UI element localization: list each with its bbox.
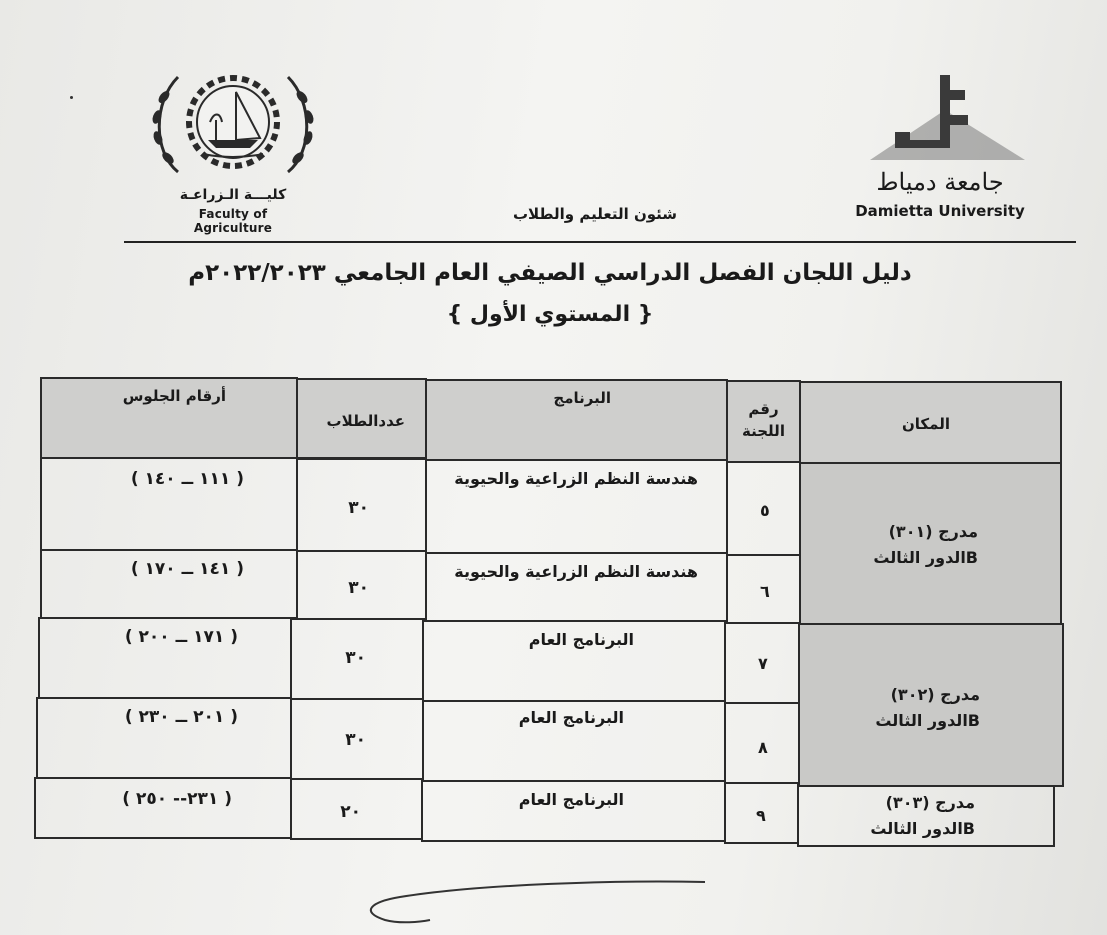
- table-row-program: [422, 620, 726, 702]
- location-cell: [797, 785, 1055, 847]
- seat-range: ( ١١١ ــ ١٤٠ ): [130, 469, 244, 489]
- table-row-students: [296, 550, 427, 620]
- university-name-english: Damietta University: [855, 202, 1025, 220]
- table-row-program: [422, 700, 726, 782]
- university-logo-icon: [850, 70, 1030, 170]
- table-row-program: [425, 552, 728, 622]
- seat-range: ( ١٧١ ــ ٢٠٠ ): [124, 627, 238, 647]
- faculty-emblem-icon: [148, 62, 318, 182]
- program-name: البرنامج العام: [528, 630, 634, 649]
- page-title: دليل اللجان الفصل الدراسي الصيفي العام الجامعي ٢٠٢٢/٢٠٢٣م: [188, 260, 912, 286]
- seat-range: ( ١٤١ ــ ١٧٠ ): [130, 559, 244, 579]
- program-name: البرنامج العام: [518, 708, 624, 727]
- hall-name: مدرج (٣٠٢): [890, 685, 980, 704]
- table-row-students: [290, 698, 424, 780]
- faculty-name-english: Faculty of Agriculture: [193, 207, 273, 235]
- table-row-seats: [40, 457, 298, 551]
- university-name-arabic: جامعة دمياط: [876, 168, 1004, 196]
- table-row-committee: [724, 782, 799, 844]
- committee-number: ٦: [760, 582, 770, 601]
- header-program-label: البرنامج: [553, 389, 611, 407]
- header-divider: [124, 241, 1076, 243]
- committee-number: ٩: [756, 806, 766, 825]
- student-count: ٣٠: [345, 648, 366, 668]
- table-row-committee: [724, 702, 800, 784]
- table-row-students: [296, 458, 427, 552]
- table-row-students: [290, 778, 423, 840]
- header-committee-number-label: رقم اللجنة: [742, 400, 785, 440]
- program-name: هندسة النظم الزراعية والحيوية: [454, 469, 698, 488]
- table-row-program: [421, 780, 726, 842]
- table-row-committee: [724, 622, 800, 704]
- header-program: [425, 379, 728, 461]
- location-cell: [799, 462, 1062, 625]
- committee-number: ٨: [758, 738, 768, 757]
- program-name: البرنامج العام: [518, 790, 624, 809]
- table-row-students: [290, 618, 424, 700]
- location-cell: [798, 623, 1064, 787]
- header-location: [799, 381, 1062, 464]
- floor-name: Bالدور الثالث: [870, 819, 975, 838]
- page-subtitle: { المستوي الأول }: [446, 302, 654, 327]
- header-location-label: المكان: [902, 415, 950, 433]
- header-committee-number: [726, 380, 801, 463]
- hall-name: مدرج (٣٠١): [888, 522, 978, 541]
- speck: [70, 96, 73, 99]
- signature-stroke: [360, 872, 720, 932]
- student-count: ٣٠: [345, 730, 366, 750]
- hall-name: مدرج (٣٠٣): [885, 793, 975, 812]
- header-students-label: عددالطلاب: [326, 412, 405, 430]
- committee-number: ٥: [760, 501, 770, 520]
- header-students: [296, 378, 427, 459]
- table-row-seats: [38, 617, 292, 699]
- faculty-name-arabic: كليـــة الـزراعـة: [179, 187, 287, 203]
- department-name: شئون التعليم والطلاب: [512, 205, 678, 223]
- seat-range: ( ٢٠١ ــ ٢٣٠ ): [124, 707, 238, 727]
- floor-name: Bالدور الثالث: [875, 711, 980, 730]
- table-row-seats: [34, 777, 292, 839]
- floor-name: Bالدور الثالث: [873, 548, 978, 567]
- table-row-committee: [726, 554, 801, 624]
- header-seat-numbers: [40, 377, 298, 459]
- table-row-seats: [36, 697, 292, 779]
- student-count: ٢٠: [340, 802, 361, 822]
- table-row-program: [425, 459, 728, 554]
- table-row-committee: [726, 461, 801, 556]
- student-count: ٣٠: [348, 578, 369, 598]
- student-count: ٣٠: [348, 498, 369, 518]
- header-seat-numbers-label: أرقام الجلوس: [122, 387, 226, 405]
- seat-range: ( ٢٣١-- ٢٥٠ ): [122, 789, 232, 809]
- table-row-seats: [40, 549, 298, 619]
- committee-number: ٧: [758, 654, 768, 673]
- program-name: هندسة النظم الزراعية والحيوية: [454, 562, 698, 581]
